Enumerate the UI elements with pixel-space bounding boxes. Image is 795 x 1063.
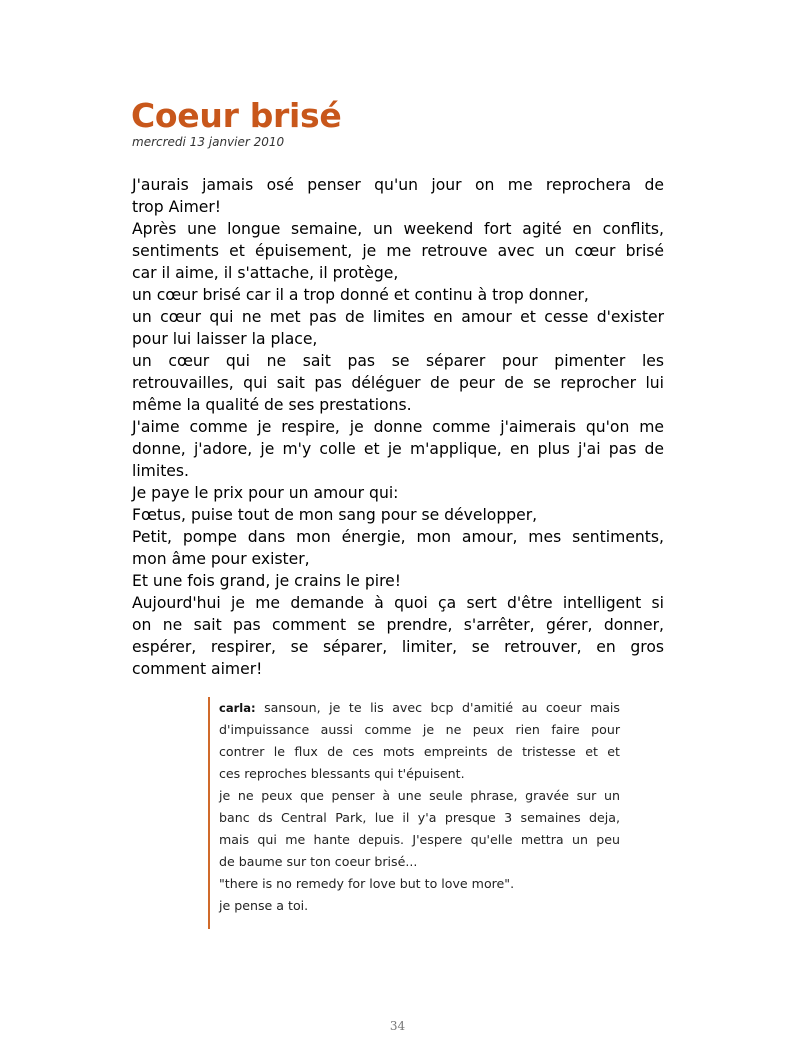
comment-first-line-text: sansoun, je te lis avec bcp d'amitié au coeur mais — [255, 700, 620, 715]
body-line: J'aime comme je respire, je donne comme j'aimerais qu'on me — [132, 418, 664, 436]
body-line: Je paye le prix pour un amour qui: — [132, 484, 399, 502]
body-line: un cœur brisé car il a trop donné et continu à trop donner, — [132, 286, 589, 304]
post-title: Coeur brisé — [131, 96, 342, 135]
body-line: espérer, respirer, se séparer, limiter, se retrouver, en gros — [132, 638, 664, 656]
body-line: Et une fois grand, je crains le pire! — [132, 572, 401, 590]
comment-line: "there is no remedy for love but to love more". — [219, 876, 515, 891]
body-line: un cœur qui ne met pas de limites en amour et cesse d'exister — [132, 308, 664, 326]
comment-line: contrer le flux de ces mots empreints de tristesse et et — [219, 744, 620, 759]
post-date: mercredi 13 janvier 2010 — [132, 135, 285, 149]
body-line: même la qualité de ses prestations. — [132, 396, 412, 414]
comment-author: carla: — [219, 701, 256, 715]
body-line: Fœtus, puise tout de mon sang pour se développer, — [132, 506, 538, 524]
body-line: sentiments et épuisement, je me retrouve avec un cœur brisé — [132, 242, 664, 260]
page-number: 34 — [389, 1019, 406, 1033]
body-line: Petit, pompe dans mon énergie, mon amour, mes sentiments, — [132, 528, 664, 546]
body-line: J'aurais jamais osé penser qu'un jour on me reprochera de — [132, 176, 664, 194]
comment-block — [208, 697, 620, 929]
comment-line: ces reproches blessants qui t'épuisent. — [219, 766, 465, 781]
body-line: car il aime, il s'attache, il protège, — [132, 264, 399, 282]
body-line: donne, j'adore, je m'y colle et je m'applique, en plus j'ai pas de — [132, 440, 664, 458]
comment-line: banc ds Central Park, lue il y'a presque 3 semaines deja, — [219, 810, 620, 825]
comment-line: de baume sur ton coeur brisé... — [219, 854, 418, 869]
body-line: retrouvailles, qui sait pas déléguer de peur de se reprocher lui — [132, 374, 664, 392]
body-line: on ne sait pas comment se prendre, s'arrêter, gérer, donner, — [132, 616, 664, 634]
body-line: trop Aimer! — [132, 198, 222, 216]
comment-line: je ne peux que penser à une seule phrase, gravée sur un — [219, 788, 620, 803]
body-line: pour lui laisser la place, — [132, 330, 318, 348]
body-line: un cœur qui ne sait pas se séparer pour pimenter les — [132, 352, 664, 370]
body-line: mon âme pour exister, — [132, 550, 310, 568]
comment-line: je pense a toi. — [219, 898, 309, 913]
post-body — [132, 174, 664, 680]
comment-line — [219, 697, 620, 719]
comment-line: d'impuissance aussi comme je ne peux rien faire pour — [219, 722, 620, 737]
body-line: Aujourd'hui je me demande à quoi ça sert d'être intelligent si — [132, 594, 664, 612]
body-line: Après une longue semaine, un weekend fort agité en conflits, — [132, 220, 664, 238]
comment-line: mais qui me hante depuis. J'espere qu'elle mettra un peu — [219, 832, 620, 847]
body-line: limites. — [132, 462, 189, 480]
body-line: comment aimer! — [132, 660, 263, 678]
